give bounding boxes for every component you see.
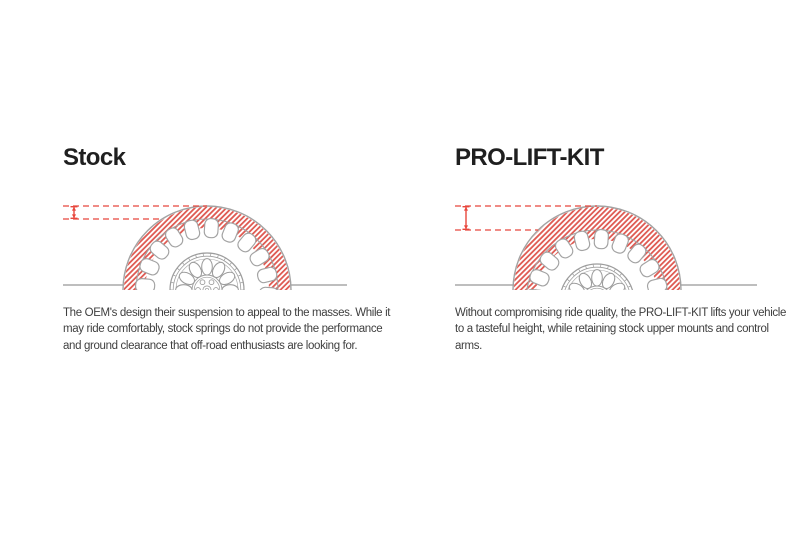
measure-arrow-down-icon	[72, 214, 76, 218]
description-line: Without compromising ride quality, the PRO-LIFT-KIT lifts your vehicle	[455, 307, 787, 319]
description-line: and ground clearance that off-road enthusiasts are looking for.	[63, 339, 358, 352]
spoke-cutout	[592, 270, 603, 286]
tread-knob	[135, 278, 155, 290]
pro-lift-kit-column-title: PRO-LIFT-KIT	[455, 144, 604, 171]
tread-knob	[594, 229, 609, 249]
measure-arrow-up-icon	[464, 207, 468, 211]
stock-column-title: Stock	[63, 144, 126, 171]
measure-arrow-down-icon	[464, 225, 468, 229]
measure-arrow-up-icon	[72, 207, 76, 211]
stock-description	[63, 305, 393, 354]
description-line: may ride comfortably, stock springs do not provide the performance	[63, 323, 383, 336]
description-line: The OEM's design their suspension to appeal to the masses. While it	[63, 307, 391, 319]
description-line: arms.	[455, 339, 483, 352]
tread-knob	[204, 218, 219, 238]
spoke-cutout	[202, 259, 213, 275]
pro-lift-kit-description	[455, 305, 785, 354]
pro-lift-kit-tire-fender-diagram	[455, 196, 765, 290]
stock-tire-fender-diagram	[63, 196, 363, 290]
description-line: to a tasteful height, while retaining stock upper mounts and control	[455, 323, 769, 336]
